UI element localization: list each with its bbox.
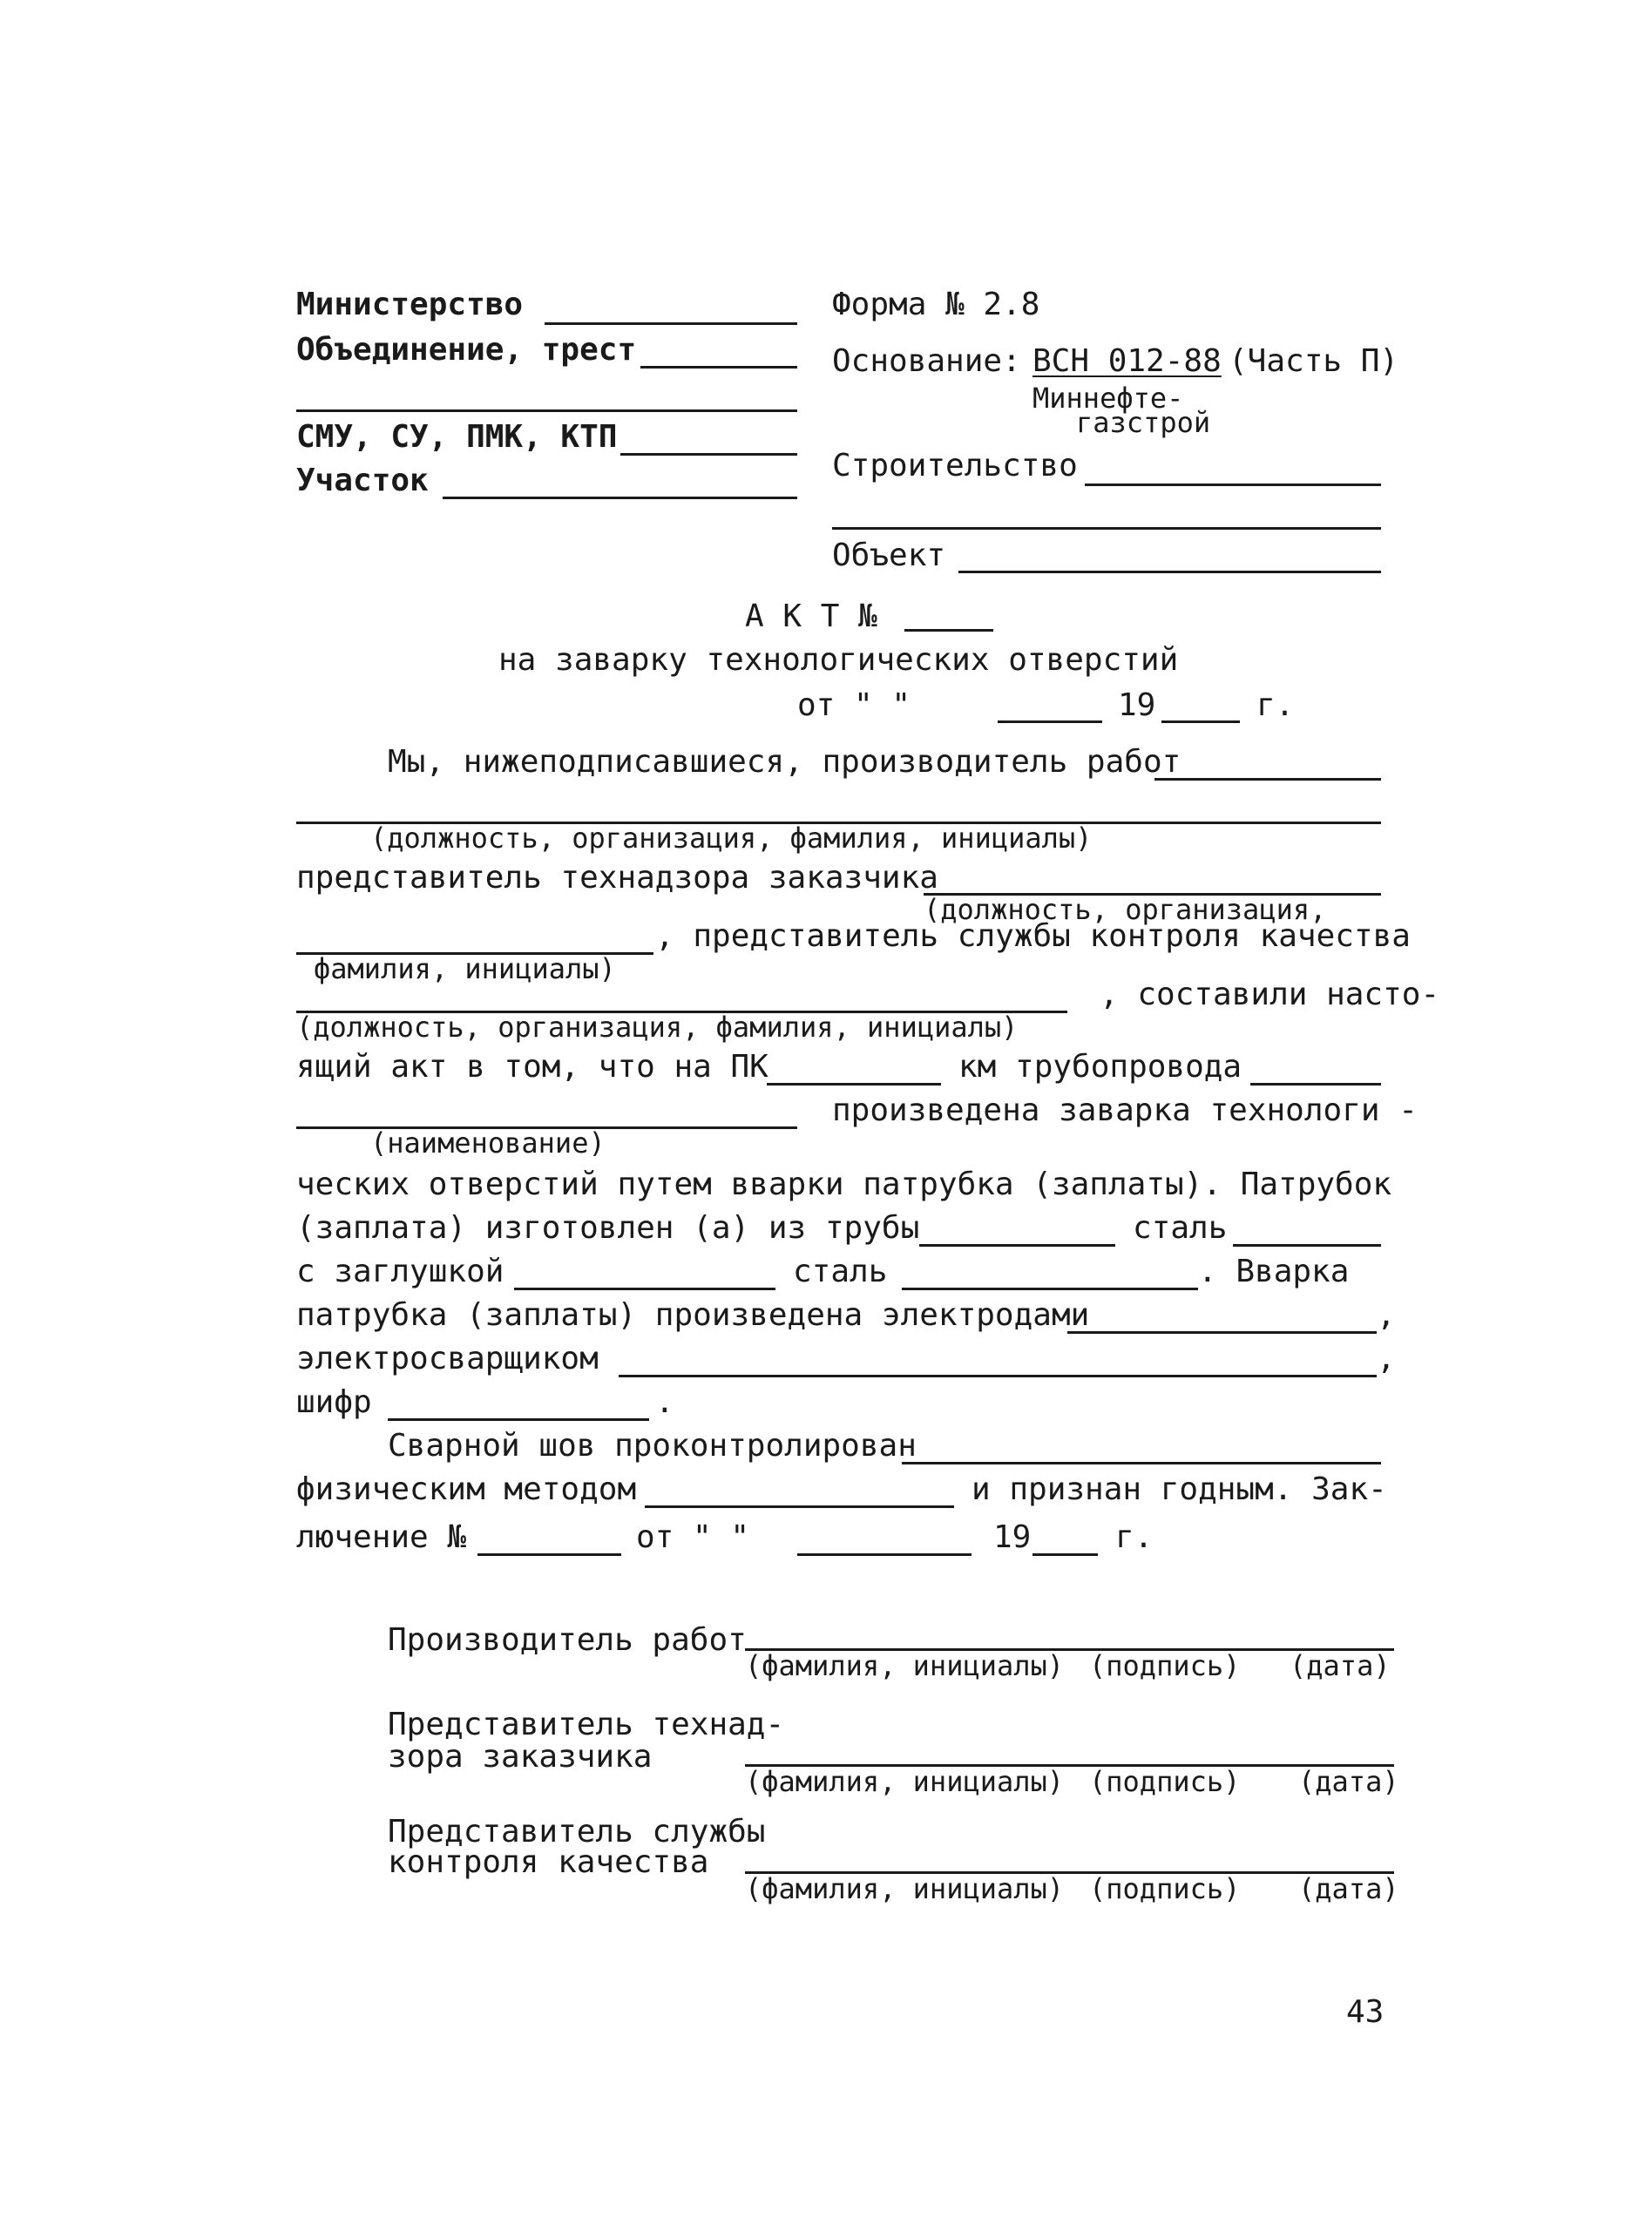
body-line-5a: ящий акт в том, что на ПК — [296, 1049, 768, 1085]
act-number-line[interactable] — [904, 629, 993, 632]
producer-field-line[interactable] — [1154, 778, 1381, 781]
body-line-9c: . Вварка — [1198, 1254, 1350, 1289]
act-date-year-line[interactable] — [1161, 720, 1240, 723]
section-field-line[interactable] — [443, 497, 797, 499]
body-line-4: , составили насто- — [1100, 977, 1440, 1012]
construction-label: Строительство — [832, 448, 1078, 484]
body-line-3: , представитель службы контроля качества — [655, 918, 1411, 954]
inspected-field-line[interactable] — [902, 1462, 1381, 1464]
body-line-9b: сталь — [793, 1254, 888, 1289]
electrodes-field-line[interactable] — [1067, 1331, 1377, 1334]
welder-field-line[interactable] — [619, 1375, 1377, 1377]
body-line-14b: и признан годным. Зак- — [972, 1471, 1387, 1507]
body-line-13: Сварной шов проконтролирован — [388, 1428, 917, 1464]
body-line-15a: лючение № — [296, 1519, 467, 1555]
body-line-7: ческих отверстий путем вварки патрубка (заплаты). Патрубок — [296, 1167, 1392, 1202]
sig-qc-label-1: Представитель службы — [388, 1814, 766, 1850]
plug-field-line[interactable] — [514, 1288, 775, 1290]
ministry-label: Министерство — [296, 287, 524, 322]
sig-tech-caption-date: (дата) — [1298, 1765, 1399, 1798]
body-line-14a: физическим методом — [296, 1471, 637, 1507]
smu-field-line[interactable] — [620, 453, 797, 456]
act-date-year: 19 — [1118, 687, 1156, 723]
act-subtitle: на заварку технологических отверстий — [498, 642, 1179, 678]
period: . — [655, 1384, 674, 1420]
body-line-1: Мы, нижеподписавшиеся, производитель работ — [388, 744, 1181, 780]
caption-name: (наименование) — [370, 1126, 606, 1160]
sig-tech-caption-sign: (подпись) — [1089, 1765, 1241, 1798]
body-line-15d: г. — [1115, 1519, 1154, 1555]
association-field-line[interactable] — [640, 366, 797, 369]
plug-steel-field-line[interactable] — [902, 1288, 1198, 1290]
pipe-steel-field-line[interactable] — [1233, 1244, 1381, 1247]
association-field-line-2[interactable] — [296, 409, 797, 412]
caption-position-org-name-2: (должность, организация, фамилия, инициалы) — [296, 1011, 1019, 1044]
comma: , — [1377, 1297, 1396, 1333]
basis-org-line1: Миннефте- — [1032, 382, 1184, 415]
basis-document: ВСН 012-88 — [1032, 343, 1222, 379]
sig-tech-caption-name: (фамилия, инициалы) — [745, 1765, 1065, 1798]
body-line-10: патрубка (заплаты) произведена электродами — [296, 1297, 1090, 1333]
cipher-field-line[interactable] — [388, 1418, 649, 1421]
body-line-2: представитель технадзора заказчика — [296, 860, 938, 896]
construction-field-line-2[interactable] — [832, 527, 1381, 530]
act-title: А К Т № — [745, 599, 877, 634]
body-line-11: электросварщиком — [296, 1341, 599, 1376]
body-line-6: произведена заварка технологи - — [832, 1092, 1418, 1128]
caption-position-org-name: (должность, организация, фамилия, инициалы) — [370, 822, 1093, 855]
act-date-month-line[interactable] — [998, 720, 1102, 723]
method-field-line[interactable] — [645, 1505, 954, 1508]
section-label: Участок — [296, 463, 429, 498]
basis-label: Основание: — [832, 343, 1021, 379]
form-number: Форма № 2.8 — [832, 287, 1040, 322]
body-line-8b: сталь — [1133, 1210, 1228, 1246]
caption-name-initials: фамилия, инициалы) — [314, 952, 616, 985]
body-line-15b: от " " — [636, 1519, 750, 1555]
sig-producer-label: Производитель работ — [388, 1622, 747, 1658]
conclusion-date-line[interactable] — [797, 1553, 972, 1556]
comma-2: , — [1377, 1341, 1396, 1376]
act-date-from: от " " — [797, 687, 911, 723]
pipe-field-line[interactable] — [919, 1244, 1115, 1247]
construction-field-line[interactable] — [1085, 484, 1381, 486]
sig-tech-label-1: Представитель технад- — [388, 1707, 785, 1742]
caption-position-org: (должность, организация, — [924, 893, 1327, 926]
body-line-9a: с заглушкой — [296, 1254, 504, 1289]
act-date-suffix: г. — [1256, 687, 1295, 723]
sig-qc-caption-date: (дата) — [1298, 1872, 1399, 1905]
sig-producer-caption-sign: (подпись) — [1089, 1649, 1241, 1682]
conclusion-number-line[interactable] — [477, 1553, 621, 1556]
association-label: Объединение, трест — [296, 332, 637, 368]
sig-producer-caption-date: (дата) — [1290, 1649, 1391, 1682]
body-line-15c: 19 — [993, 1519, 1032, 1555]
body-line-12: шифр — [296, 1384, 372, 1420]
object-field-line[interactable] — [958, 571, 1381, 573]
smu-label: СМУ, СУ, ПМК, КТП — [296, 419, 618, 455]
basis-part: (Часть П) — [1229, 343, 1399, 379]
sig-producer-caption-name: (фамилия, инициалы) — [745, 1649, 1065, 1682]
conclusion-year-line[interactable] — [1032, 1553, 1098, 1556]
pk-field-line[interactable] — [767, 1083, 941, 1086]
sig-qc-label-2: контроля качества — [388, 1844, 709, 1880]
sig-tech-label-2: зора заказчика — [388, 1739, 653, 1775]
sig-qc-caption-sign: (подпись) — [1089, 1872, 1241, 1905]
object-label: Объект — [832, 538, 946, 573]
body-line-5b: км трубопровода — [958, 1049, 1242, 1085]
basis-org-line2: газстрой — [1076, 406, 1211, 439]
pipeline-field-line[interactable] — [1250, 1083, 1381, 1086]
ministry-field-line[interactable] — [545, 322, 797, 325]
page-number: 43 — [1346, 1994, 1385, 2030]
body-line-8a: (заплата) изготовлен (а) из трубы — [296, 1210, 920, 1246]
sig-qc-caption-name: (фамилия, инициалы) — [745, 1872, 1065, 1905]
